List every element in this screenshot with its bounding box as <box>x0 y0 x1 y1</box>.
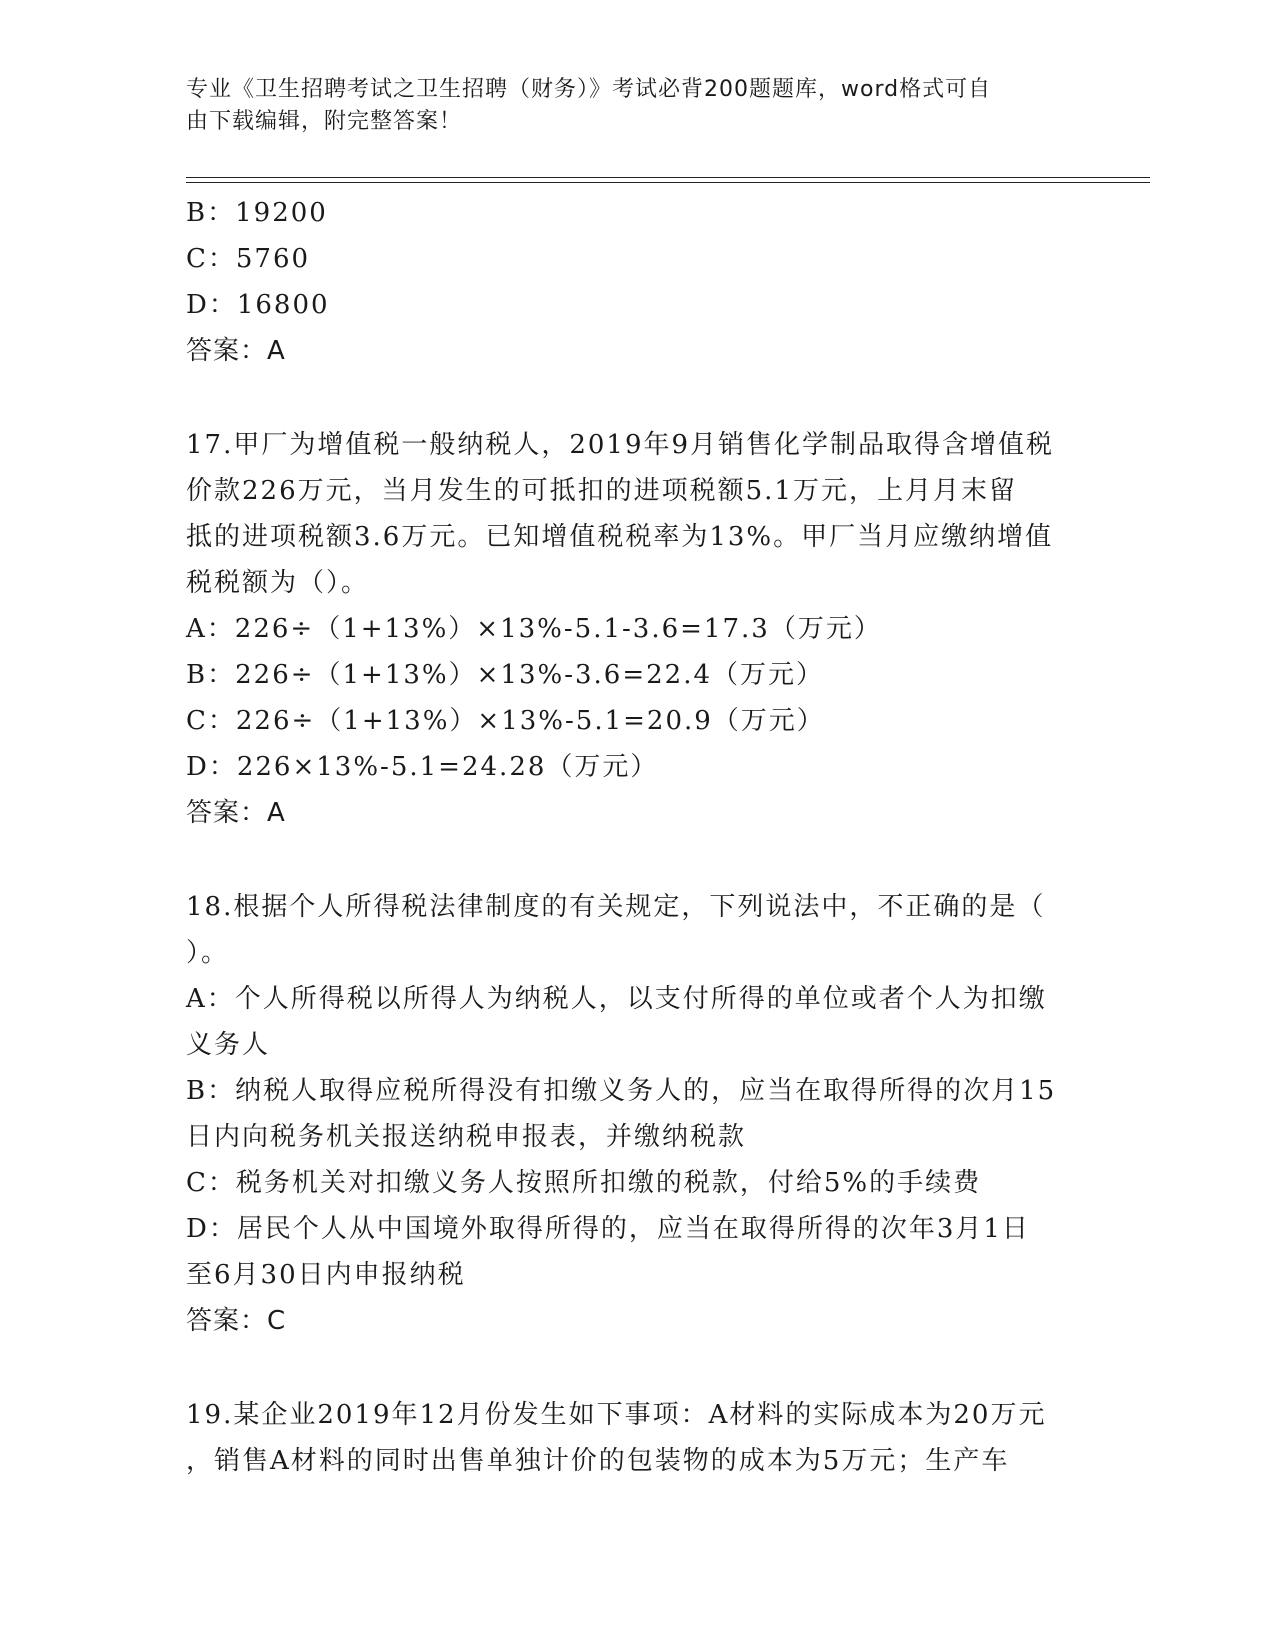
answer-line: 答案：A <box>186 798 286 828</box>
question-stem-line: 17.甲厂为增值税一般纳税人，2019年9月销售化学制品取得含增值税 <box>186 430 1055 460</box>
question-content <box>186 190 1086 1484</box>
question-stem-line: 抵的进项税额3.6万元。已知增值税税率为13%。甲厂当月应缴纳增值 <box>186 522 1054 552</box>
header-divider-bottom <box>186 182 1150 183</box>
header-divider-top <box>186 177 1150 178</box>
answer-line: 答案：A <box>186 336 286 366</box>
question-stem-line: 18.根据个人所得税法律制度的有关规定，下列说法中，不正确的是（ <box>186 892 1046 922</box>
option-b: B：纳税人取得应税所得没有扣缴义务人的，应当在取得所得的次月15 <box>186 1076 1057 1106</box>
option-c: C：5760 <box>186 244 311 274</box>
option-c: C：税务机关对扣缴义务人按照所扣缴的税款，付给5%的手续费 <box>186 1168 982 1198</box>
answer-line: 答案：C <box>186 1306 287 1336</box>
question-16 <box>186 190 1086 374</box>
option-d-continued: 至6月30日内申报纳税 <box>186 1260 466 1290</box>
header-line-2: 由下载编辑，附完整答案！ <box>186 109 463 134</box>
header-line-1: 专业《卫生招聘考试之卫生招聘（财务）》考试必背200题题库，word格式可自 <box>186 77 992 102</box>
question-stem-line: ）。 <box>186 938 230 968</box>
option-b-continued: 日内向税务机关报送纳税申报表，并缴纳税款 <box>186 1122 747 1152</box>
option-d: D：226×13%-5.1=24.28（万元） <box>186 752 659 782</box>
question-stem-line: ，销售A材料的同时出售单独计价的包装物的成本为5万元；生产车 <box>186 1446 1010 1476</box>
option-d: D：16800 <box>186 290 330 320</box>
question-18 <box>186 884 1086 1344</box>
question-17 <box>186 422 1086 836</box>
question-stem-line: 税税额为（）。 <box>186 568 370 598</box>
question-19 <box>186 1392 1086 1484</box>
option-b: B：19200 <box>186 198 328 228</box>
option-a-continued: 义务人 <box>186 1030 271 1060</box>
document-header <box>186 74 1066 138</box>
option-c: C：226÷（1+13%）×13%-5.1=20.9（万元） <box>186 706 825 736</box>
question-stem-line: 19.某企业2019年12月份发生如下事项：A材料的实际成本为20万元 <box>186 1400 1047 1430</box>
option-a: A：226÷（1+13%）×13%-5.1-3.6=17.3（万元） <box>186 614 882 644</box>
option-b: B：226÷（1+13%）×13%-3.6=22.4（万元） <box>186 660 825 690</box>
question-stem-line: 价款226万元，当月发生的可抵扣的进项税额5.1万元，上月月末留 <box>186 476 1017 506</box>
option-d: D：居民个人从中国境外取得所得的，应当在取得所得的次年3月1日 <box>186 1214 1030 1244</box>
option-a: A：个人所得税以所得人为纳税人，以支付所得的单位或者个人为扣缴 <box>186 984 1047 1014</box>
